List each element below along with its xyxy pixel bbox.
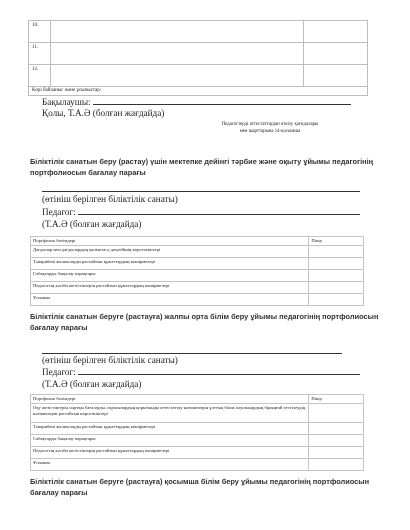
teacher-label-1: Педагог: — [42, 207, 79, 217]
teacher-line-2 — [42, 367, 360, 377]
category-blank-2 — [42, 346, 342, 354]
section-title-2: Біліктілік санатын беруге (растауға) жалпы орта білім беру ұйымы педагогінің портфолиосын бағалау парағы — [30, 312, 379, 332]
table-header-row — [31, 395, 364, 404]
annex-note: Педагогтерді аттестаттаудан өткізу қағидалары мен шарттарына 14-қосымша — [221, 122, 319, 134]
table-row: Ұсыным — [31, 294, 364, 306]
table-header-row — [31, 237, 364, 246]
table-row — [29, 65, 368, 87]
row-number: 10. — [29, 21, 51, 43]
observer-line — [42, 97, 351, 107]
header-sections: Портфолио бөлімдері — [31, 237, 309, 246]
row-number: 11. — [29, 43, 51, 65]
teacher-blank-1 — [78, 207, 360, 215]
row-number: 12. — [29, 65, 51, 87]
table-row: Оқу жетістіктерін сыртқы бағалауды, оқушылардың қорытынды аттестаттау нәтижелерін ұлттық білім алушылардың бірыңғай тестілеудің нәтижелерін растайтын көрсеткіштері — [31, 404, 364, 423]
teacher-label-2: Педагог: — [42, 367, 79, 377]
table-row: Сабақтарды бақылау парақтары — [31, 270, 364, 282]
table-row: Дағдылар мен дағдылардың қалыптасу деңгейінің көрсеткіштері — [31, 246, 364, 258]
portfolio-table-1 — [30, 236, 364, 306]
table-row — [29, 21, 368, 43]
header-comment: Пікір — [309, 395, 364, 404]
header-comment: Пікір — [309, 237, 364, 246]
category-note-1: (өтініш берілген біліктілік санаты) — [42, 194, 178, 204]
name-note-1: (Т.А.Ә (болған жағдайда) — [42, 219, 142, 229]
table-row: Сабақтарды бақылау парақтары — [31, 435, 364, 447]
table-row: Тәжірибені жалпылауды растайтын құжаттардың көшірмелері — [31, 258, 364, 270]
section-title-3: Біліктілік санатын беруге (растауға) қосымша білім беру ұйымы педагогінің портфолиосын бағалау парағы — [30, 477, 370, 497]
section-title-1: Біліктілік санатын беру (растау) үшін мектепке дейінгі тәрбие және оқыту ұйымы педагогінің портфолиосын бағалау парағы — [30, 157, 374, 177]
observer-blank — [93, 97, 351, 105]
observer-label: Бақылаушы: — [42, 97, 93, 107]
table-row: Педагогтің кәсіби жетістіктерін растайтын құжаттардың көшірмелері — [31, 447, 364, 459]
teacher-blank-2 — [78, 367, 360, 375]
table-row: Педагогтің кәсіби жетістіктерін растайтын құжаттардың көшірмелері — [31, 282, 364, 294]
header-sections: Портфолио бөлімдері — [31, 395, 309, 404]
table-row — [29, 43, 368, 65]
numbered-table — [28, 20, 368, 96]
observer-sign-note: Қолы, Т.А.Ә (болған жағдайда) — [42, 108, 165, 118]
name-note-2: (Т.А.Ә (болған жағдайда) — [42, 379, 142, 389]
table-row: Тәжірибені жалпылауды растайтын құжаттардың көшірмелері — [31, 423, 364, 435]
category-note-2: (өтініш берілген біліктілік санаты) — [42, 355, 178, 365]
category-blank-1 — [42, 184, 360, 192]
feedback-label: Көрі байланыс және ұсыныстар: — [29, 87, 368, 96]
table-row: Ұсыным — [31, 459, 364, 471]
portfolio-table-2 — [30, 394, 364, 471]
teacher-line-1 — [42, 207, 360, 217]
table-footer-row — [29, 87, 368, 96]
